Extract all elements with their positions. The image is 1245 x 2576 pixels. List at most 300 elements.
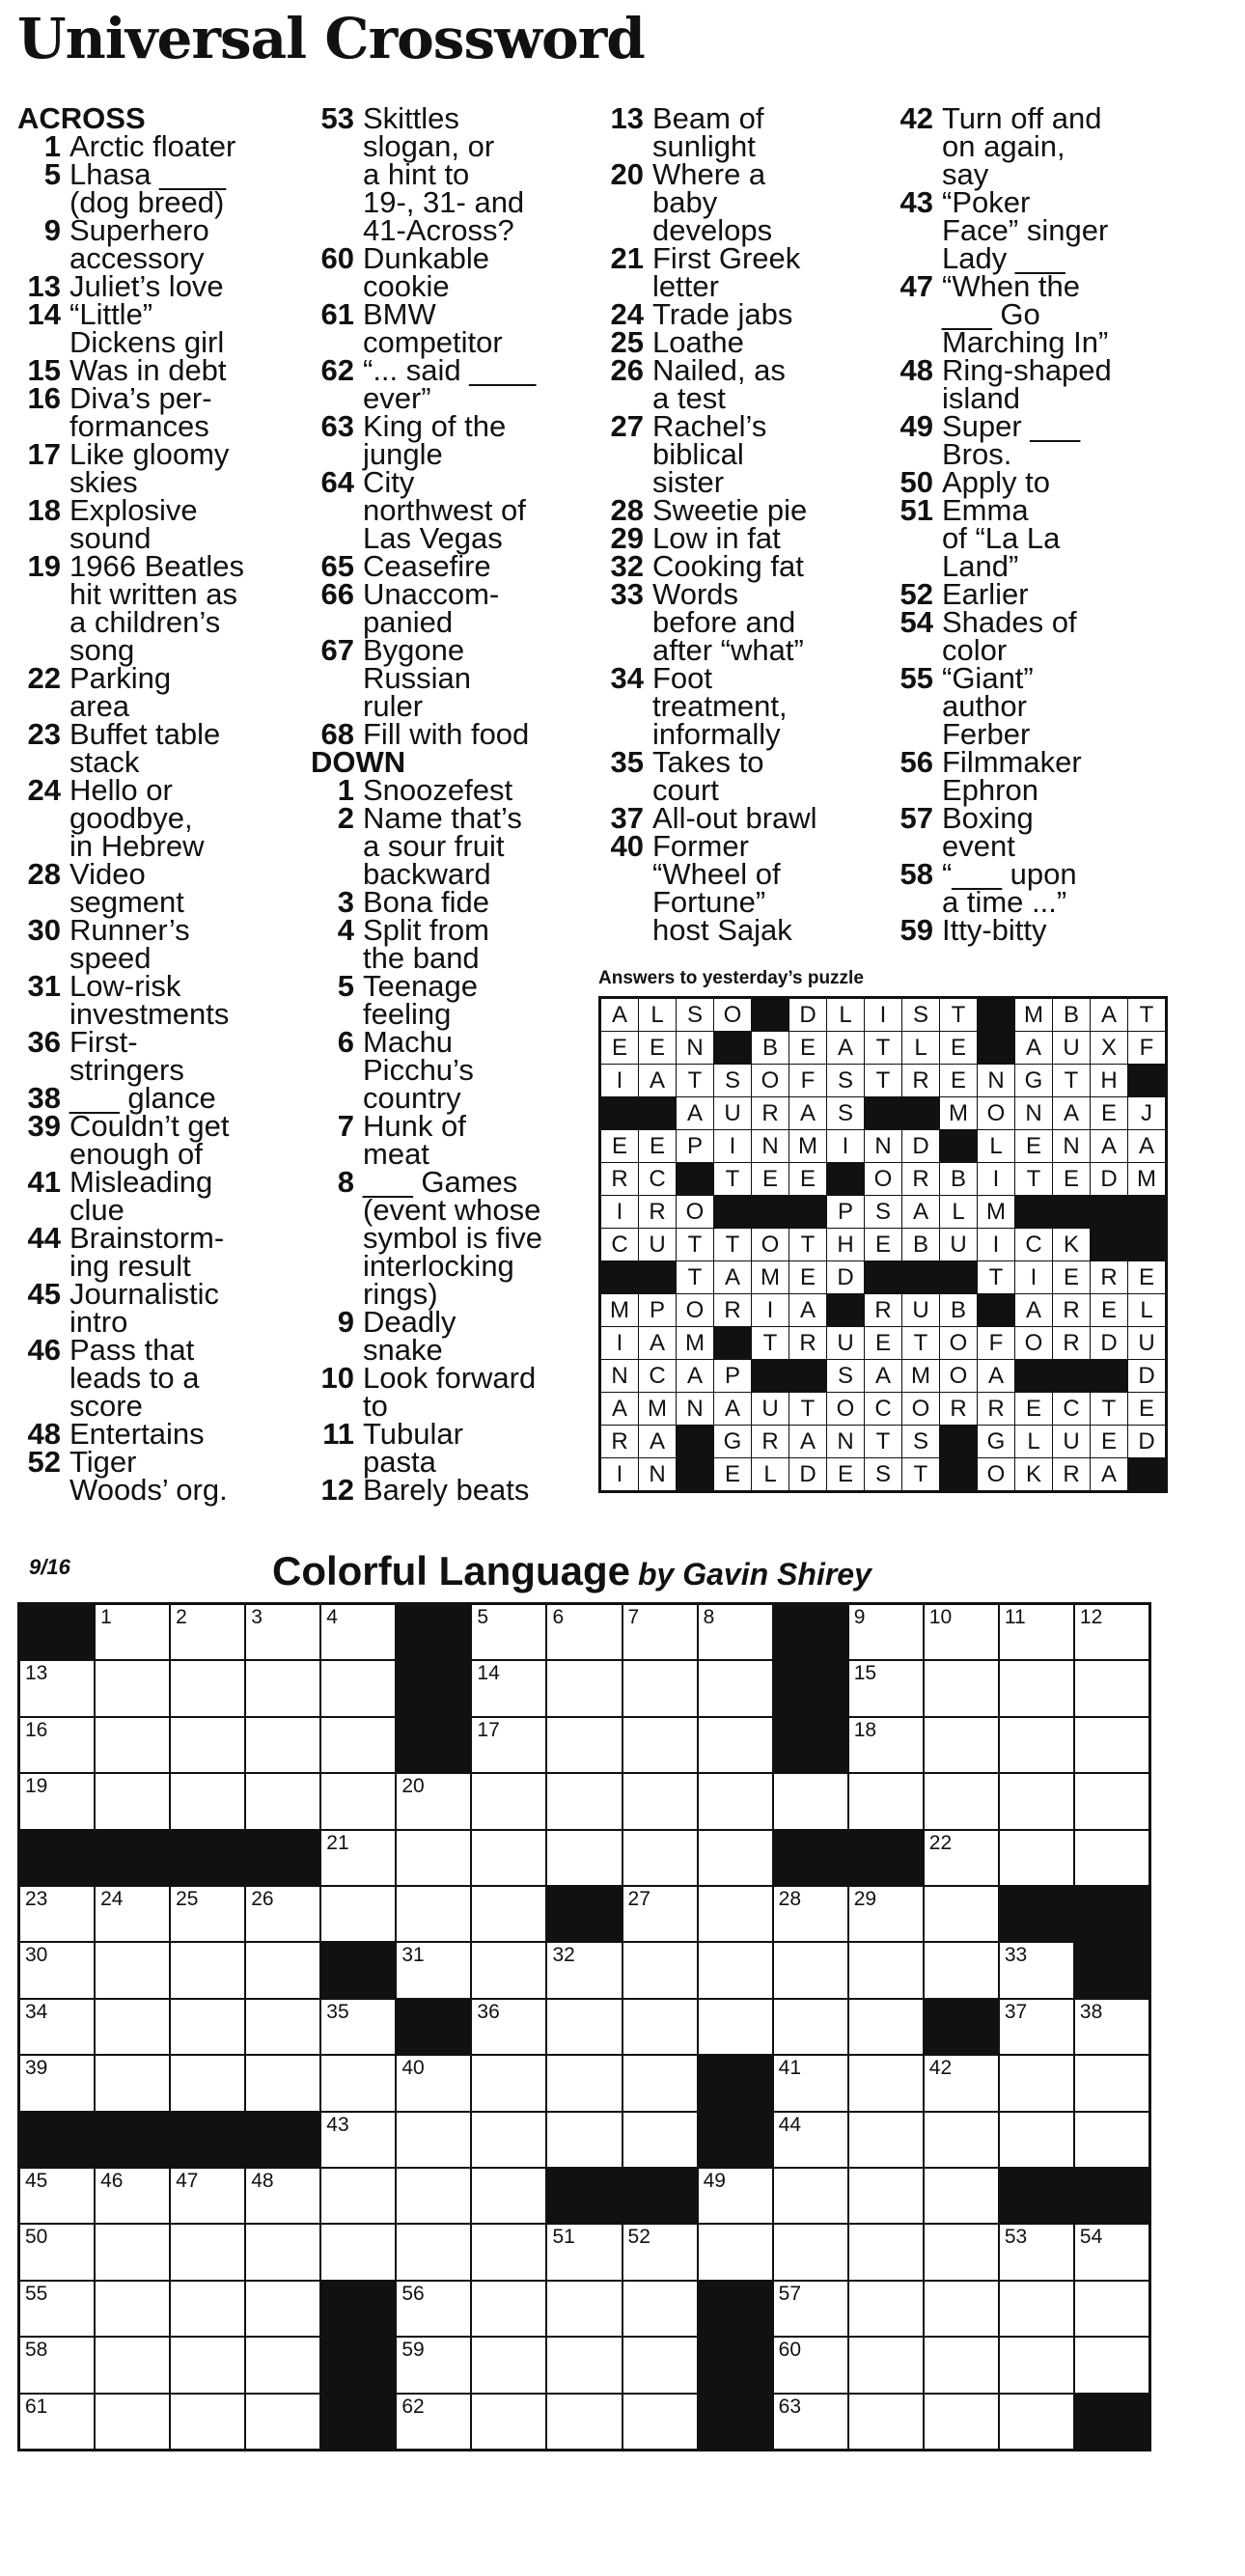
grid-cell <box>1075 1831 1148 1885</box>
grid-cell <box>96 2056 169 2110</box>
answer-cell: A <box>902 1196 939 1228</box>
black-square <box>20 1831 94 1885</box>
grid-cell <box>321 1718 395 1772</box>
answer-black-square <box>1128 1196 1165 1228</box>
answer-cell: A <box>789 1426 826 1457</box>
answer-black-square <box>1053 1196 1090 1228</box>
grid-cell <box>397 1774 470 1828</box>
puzzle-title-text: Colorful Language <box>272 1548 630 1593</box>
clue-number: 36 <box>27 1025 61 1059</box>
clue <box>17 129 278 163</box>
cell-number: 54 <box>1079 2226 1103 2249</box>
grid-cell <box>20 1718 94 1772</box>
grid-cell <box>623 2056 697 2110</box>
answer-black-square <box>677 1458 713 1490</box>
answer-cell: G <box>1015 1065 1052 1096</box>
grid-cell <box>849 2282 923 2336</box>
grid-cell <box>1000 2282 1073 2336</box>
answer-cell: R <box>978 1393 1014 1425</box>
grid-cell <box>20 2395 94 2449</box>
answer-cell: E <box>1128 1393 1165 1425</box>
clue-text: Tubular pasta <box>363 1417 463 1479</box>
answer-black-square <box>752 1360 788 1392</box>
answer-cell: O <box>940 1360 977 1392</box>
clue-text: Juliet’s love <box>69 269 224 303</box>
puzzle-date: 9/16 <box>29 1555 70 1579</box>
grid-cell <box>547 2282 621 2336</box>
grid-cell <box>1000 2113 1073 2167</box>
answer-black-square <box>1053 1360 1090 1392</box>
answer-cell: M <box>752 1261 788 1293</box>
clue-number: 17 <box>27 437 61 471</box>
clue-number: 6 <box>337 1025 354 1059</box>
answer-cell: T <box>902 1458 939 1490</box>
clue <box>17 157 278 219</box>
clue-number: 5 <box>337 969 354 1003</box>
cell-number: 20 <box>401 1775 425 1798</box>
grid-cell <box>246 1605 319 1659</box>
cell-number: 39 <box>25 2057 48 2080</box>
black-square <box>623 2169 697 2223</box>
cell-number: 21 <box>326 1831 349 1854</box>
clue-text: Beam of sunlight <box>652 101 764 163</box>
answer-cell: N <box>1053 1130 1090 1162</box>
clue <box>600 521 861 555</box>
grid-cell <box>774 2225 847 2279</box>
grid-cell <box>849 1943 923 1997</box>
puzzle-byline: by Gavin Shirey <box>638 1557 872 1592</box>
grid-cell <box>925 2395 998 2449</box>
grid-cell <box>472 2169 545 2223</box>
clue <box>600 157 861 247</box>
grid-cell <box>925 2056 998 2110</box>
answer-cell: H <box>827 1229 864 1260</box>
clue <box>600 549 861 583</box>
answer-cell: S <box>865 1458 901 1490</box>
clue-number: 43 <box>899 185 933 219</box>
grid-cell <box>1075 2113 1148 2167</box>
grid-cell <box>699 1831 772 1885</box>
answer-cell: U <box>1053 1426 1090 1457</box>
grid-cell <box>1075 1718 1148 1772</box>
clue-text: “Giant” author Ferber <box>942 661 1034 751</box>
answer-cell: A <box>714 1393 751 1425</box>
clue-number: 48 <box>27 1417 61 1451</box>
clue <box>600 409 861 499</box>
clue-text: Like gloomy skies <box>69 437 230 499</box>
grid-cell <box>1000 1943 1073 1997</box>
answer-cell: R <box>1053 1458 1090 1490</box>
answer-cell: R <box>752 1426 788 1457</box>
clue <box>311 1417 571 1479</box>
grid-cell <box>472 1943 545 1997</box>
cell-number: 59 <box>401 2339 425 2362</box>
answer-cell: I <box>978 1163 1014 1195</box>
cell-number: 61 <box>25 2395 48 2418</box>
answer-cell: A <box>789 1097 826 1129</box>
grid-cell <box>472 2056 545 2110</box>
grid-cell <box>472 2225 545 2279</box>
grid-cell <box>699 1943 772 1997</box>
answer-cell: F <box>789 1065 826 1096</box>
grid-cell <box>547 1831 621 1885</box>
answer-cell: U <box>1128 1327 1165 1359</box>
section-header-down: DOWN <box>311 745 406 779</box>
grid-cell <box>171 2056 244 2110</box>
clue-text: Words before and after “what” <box>652 577 804 667</box>
clue-number: 7 <box>337 1109 354 1143</box>
clue-text: “When the ___ Go Marching In” <box>942 269 1109 359</box>
clue-text: Nailed, as a test <box>652 353 786 415</box>
clue-text: Runner’s speed <box>69 913 190 975</box>
clue <box>311 1109 571 1171</box>
answer-black-square <box>601 1261 638 1293</box>
clue-number: 49 <box>899 409 933 443</box>
clue <box>890 101 1150 191</box>
answer-black-square <box>1128 1229 1165 1260</box>
clue-number: 67 <box>320 633 354 667</box>
cell-number: 58 <box>25 2339 48 2362</box>
answer-cell: B <box>1053 999 1090 1031</box>
grid-cell <box>774 1887 847 1941</box>
grid-cell <box>321 2056 395 2110</box>
answer-cell: M <box>978 1196 1014 1228</box>
answer-black-square <box>1128 1065 1165 1096</box>
grid-cell <box>623 1831 697 1885</box>
answer-cell: S <box>827 1097 864 1129</box>
answer-cell: C <box>639 1163 676 1195</box>
answer-cell: R <box>902 1065 939 1096</box>
clue-text: Super ___ Bros. <box>942 409 1081 471</box>
clue-number: 60 <box>320 241 354 275</box>
clue-number: 55 <box>899 661 933 695</box>
answer-cell: R <box>1091 1261 1127 1293</box>
clue-number: 28 <box>27 857 61 891</box>
grid-cell <box>1000 1831 1073 1885</box>
cell-number: 36 <box>477 2000 500 2023</box>
clue-text: Rachel’s biblical sister <box>652 409 767 499</box>
grid-cell <box>774 2395 847 2449</box>
answer-black-square <box>940 1130 977 1162</box>
answer-cell: A <box>714 1261 751 1293</box>
answer-black-square <box>677 1163 713 1195</box>
grid-cell <box>699 1661 772 1715</box>
answer-black-square <box>978 1032 1014 1064</box>
black-square <box>1075 2395 1148 2449</box>
clue-text: Brainstorm- ing result <box>69 1221 225 1283</box>
clue-number: 35 <box>610 745 644 779</box>
answer-black-square <box>865 1261 901 1293</box>
grid-cell <box>1000 1718 1073 1772</box>
answer-cell: O <box>752 1065 788 1096</box>
answer-cell: M <box>1015 999 1052 1031</box>
clue-number: 52 <box>27 1445 61 1479</box>
clue-number: 31 <box>27 969 61 1003</box>
grid-cell <box>699 1718 772 1772</box>
clue-text: Fill with food <box>363 717 530 751</box>
cell-number: 62 <box>401 2395 425 2418</box>
clue <box>311 353 571 415</box>
cell-number: 27 <box>627 1888 650 1910</box>
answer-cell: R <box>1053 1327 1090 1359</box>
black-square <box>246 1831 319 1885</box>
clue-text: Tiger Woods’ org. <box>69 1445 228 1507</box>
clue <box>17 1445 278 1507</box>
grid-cell <box>1075 1605 1148 1659</box>
cell-number: 9 <box>853 1606 866 1628</box>
clue-number: 45 <box>27 1277 61 1311</box>
clue-text: ___ Games (event whose symbol is five interlocking rings) <box>363 1165 543 1311</box>
answer-cell: H <box>1091 1065 1127 1096</box>
answer-cell: E <box>1091 1097 1127 1129</box>
clue <box>311 969 571 1031</box>
grid-cell <box>547 1661 621 1715</box>
answer-cell: M <box>1128 1163 1165 1195</box>
cell-number: 2 <box>176 1606 187 1628</box>
answer-cell: L <box>1015 1426 1052 1457</box>
grid-cell <box>547 1774 621 1828</box>
cell-number: 24 <box>100 1888 124 1910</box>
answer-cell: M <box>639 1393 676 1425</box>
answer-black-square <box>1015 1360 1052 1392</box>
clue-text: Hello or goodbye, in Hebrew <box>69 773 205 863</box>
answer-cell: T <box>865 1032 901 1064</box>
grid-cell <box>547 1605 621 1659</box>
answer-black-square <box>1091 1360 1127 1392</box>
answer-cell: U <box>752 1393 788 1425</box>
cell-number: 53 <box>1004 2226 1028 2249</box>
cell-number: 30 <box>25 1944 48 1967</box>
grid-cell <box>774 2169 847 2223</box>
black-square <box>699 2056 772 2110</box>
grid-cell <box>623 1943 697 1997</box>
clue <box>890 661 1150 751</box>
answer-cell: C <box>1053 1393 1090 1425</box>
answer-cell: E <box>789 1163 826 1195</box>
black-square <box>397 1661 470 1715</box>
answer-cell: B <box>902 1229 939 1260</box>
clue <box>311 101 571 247</box>
black-square <box>699 2338 772 2392</box>
answer-cell: E <box>940 1032 977 1064</box>
answers-grid <box>598 996 1168 1493</box>
clue <box>890 913 1150 947</box>
grid-cell <box>321 1774 395 1828</box>
grid-cell <box>472 2282 545 2336</box>
answer-cell: N <box>978 1065 1014 1096</box>
answer-cell: B <box>940 1163 977 1195</box>
grid-cell <box>1000 2225 1073 2279</box>
clue-number: 1 <box>337 773 354 807</box>
clue-text: Unaccom- panied <box>363 577 500 639</box>
clue <box>311 465 571 555</box>
cell-number: 35 <box>326 2000 349 2023</box>
black-square <box>20 1605 94 1659</box>
grid-cell <box>321 1831 395 1885</box>
black-square <box>1075 1887 1148 1941</box>
answer-cell: S <box>714 1065 751 1096</box>
grid-cell <box>171 2395 244 2449</box>
clue-text: Itty-bitty <box>942 913 1047 947</box>
cell-number: 26 <box>251 1888 274 1910</box>
clue-number: 40 <box>610 829 644 863</box>
clue <box>600 661 861 751</box>
grid-cell <box>321 2225 395 2279</box>
clue <box>311 1361 571 1423</box>
clue-text: Barely beats <box>363 1473 530 1507</box>
answer-black-square <box>1091 1196 1127 1228</box>
grid-cell <box>774 2113 847 2167</box>
answer-cell: I <box>601 1065 638 1096</box>
grid-cell <box>321 2113 395 2167</box>
answer-cell: A <box>1015 1032 1052 1064</box>
grid-cell <box>699 2169 772 2223</box>
answer-cell: R <box>865 1294 901 1326</box>
answer-cell: T <box>677 1261 713 1293</box>
answer-cell: D <box>789 1458 826 1490</box>
answer-black-square <box>865 1097 901 1129</box>
answer-cell: I <box>752 1294 788 1326</box>
answer-cell: A <box>1015 1294 1052 1326</box>
clue <box>311 1473 571 1507</box>
grid-cell <box>1000 2395 1073 2449</box>
clue-number: 2 <box>337 801 354 835</box>
cell-number: 10 <box>928 1606 953 1628</box>
clue-text: “Poker Face” singer Lady ___ <box>942 185 1109 275</box>
clue-number: 9 <box>43 213 61 247</box>
clue-number: 48 <box>899 353 933 387</box>
clue <box>311 801 571 891</box>
grid-cell <box>925 2113 998 2167</box>
clue-column-3 <box>600 101 861 947</box>
cell-number: 43 <box>326 2113 349 2136</box>
clue-text: Misleading clue <box>69 1165 213 1227</box>
grid-cell <box>849 2056 923 2110</box>
clue-text: Turn off and on again, say <box>942 101 1102 191</box>
grid-cell <box>246 2395 319 2449</box>
grid-cell <box>472 1661 545 1715</box>
clue <box>890 353 1150 415</box>
grid-cell <box>397 2056 470 2110</box>
cell-number: 37 <box>1004 2000 1028 2023</box>
clue-text: First Greek letter <box>652 241 801 303</box>
puzzle-title <box>272 1548 872 1594</box>
clue <box>17 437 278 499</box>
answer-cell: G <box>714 1426 751 1457</box>
grid-cell <box>246 2225 319 2279</box>
clue-number: 66 <box>320 577 354 611</box>
cell-number: 23 <box>25 1888 48 1910</box>
clue-number: 61 <box>320 297 354 331</box>
answer-cell: J <box>1128 1097 1165 1129</box>
grid-cell <box>246 2338 319 2392</box>
cell-number: 57 <box>778 2282 802 2305</box>
clue <box>600 577 861 667</box>
clue <box>17 269 278 303</box>
cell-number: 25 <box>176 1888 199 1910</box>
black-square <box>925 2000 998 2054</box>
clue-number: 15 <box>27 353 61 387</box>
clue <box>600 745 861 807</box>
answer-cell: A <box>789 1294 826 1326</box>
grid-cell <box>472 1605 545 1659</box>
clue-text: Takes to court <box>652 745 764 807</box>
answer-black-square <box>789 1196 826 1228</box>
grid-cell <box>472 2338 545 2392</box>
grid-cell <box>472 2113 545 2167</box>
grid-cell <box>96 1774 169 1828</box>
answer-black-square <box>978 1294 1014 1326</box>
answer-cell: A <box>1091 1458 1127 1490</box>
clue-text: Low-risk investments <box>69 969 230 1031</box>
answer-cell: I <box>601 1196 638 1228</box>
grid-cell <box>171 1605 244 1659</box>
grid-cell <box>20 2338 94 2392</box>
answer-black-square <box>978 999 1014 1031</box>
answer-cell: E <box>752 1163 788 1195</box>
clue <box>311 1025 571 1115</box>
grid-cell <box>397 1831 470 1885</box>
answer-cell: I <box>865 999 901 1031</box>
clue-text: Where a baby develops <box>652 157 773 247</box>
answer-black-square <box>677 1426 713 1457</box>
grid-cell <box>171 2338 244 2392</box>
grid-cell <box>623 2000 697 2054</box>
answer-cell: O <box>714 999 751 1031</box>
cell-number: 51 <box>552 2226 575 2249</box>
clue-number: 24 <box>27 773 61 807</box>
grid-cell <box>246 1774 319 1828</box>
cell-number: 29 <box>853 1888 877 1910</box>
answer-cell: R <box>789 1327 826 1359</box>
grid-cell <box>849 2113 923 2167</box>
clue <box>890 605 1150 667</box>
answer-black-square <box>902 1097 939 1129</box>
answer-cell: N <box>865 1130 901 1162</box>
clue-number: 33 <box>610 577 644 611</box>
clue-number: 52 <box>899 577 933 611</box>
clue-number: 57 <box>899 801 933 835</box>
answer-cell: E <box>1091 1426 1127 1457</box>
black-square <box>246 2113 319 2167</box>
grid-cell <box>20 1661 94 1715</box>
grid-cell <box>20 1943 94 1997</box>
answer-black-square <box>714 1327 751 1359</box>
clue <box>890 465 1150 499</box>
clue-text: Explosive sound <box>69 493 198 555</box>
answer-cell: A <box>865 1360 901 1392</box>
cell-number: 48 <box>251 2170 274 2192</box>
clue-text: Cooking fat <box>652 549 804 583</box>
clue <box>17 297 278 359</box>
clue-text: Emma of “La La Land” <box>942 493 1061 583</box>
clue-text: Buffet table stack <box>69 717 221 779</box>
grid-cell <box>321 2169 395 2223</box>
clue-text: Diva’s per- formances <box>69 381 212 443</box>
grid-cell <box>925 1661 998 1715</box>
clue <box>600 801 861 835</box>
answer-cell: N <box>752 1130 788 1162</box>
clue-text: Boxing event <box>942 801 1034 863</box>
answer-black-square <box>714 1032 751 1064</box>
grid-cell <box>20 2225 94 2279</box>
grid-cell <box>472 1831 545 1885</box>
answer-cell: T <box>1091 1393 1127 1425</box>
answer-cell: B <box>940 1294 977 1326</box>
clue-text: All-out brawl <box>652 801 817 835</box>
clue-number: 30 <box>27 913 61 947</box>
answer-cell: G <box>978 1426 1014 1457</box>
